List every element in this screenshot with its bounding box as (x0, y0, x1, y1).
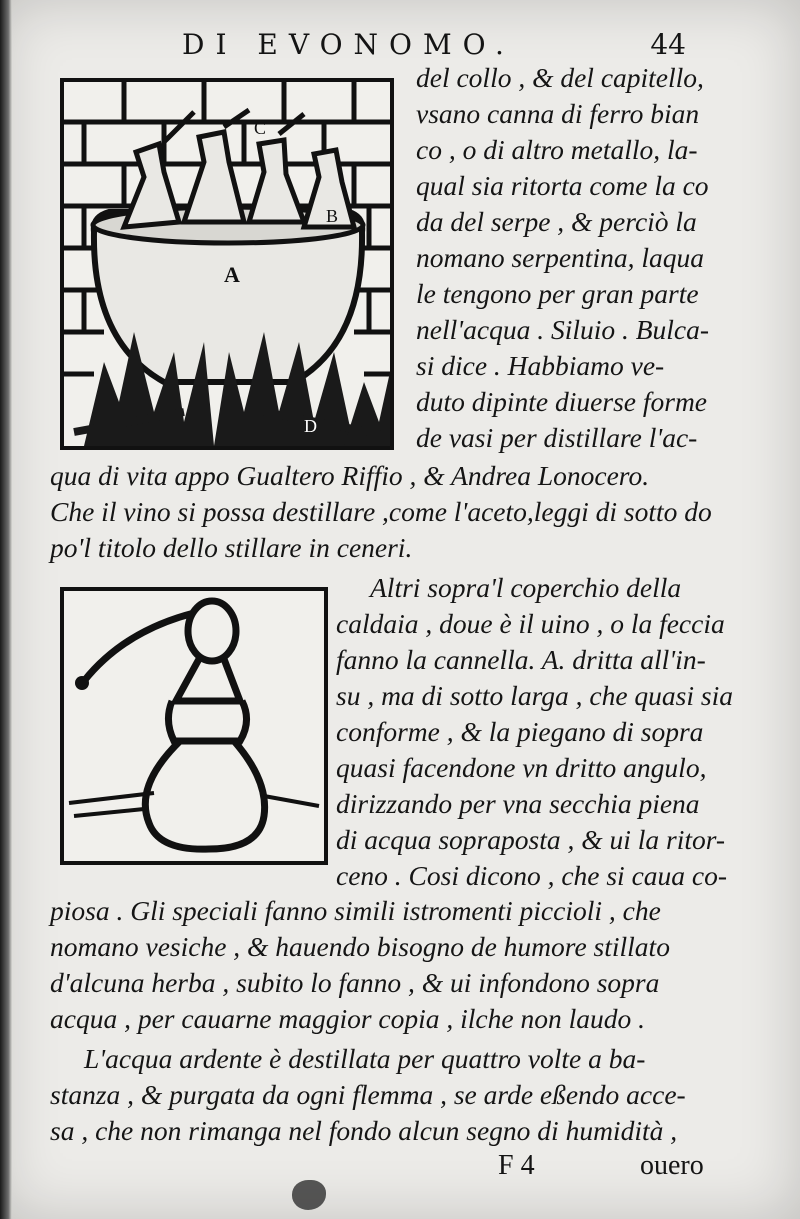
woodcut-alembic-figure (60, 587, 328, 865)
text-line: ceno . Cosi dicono , che si caua co- (336, 860, 728, 891)
woodcut-cauldron-figure (60, 78, 394, 450)
text-line: duto dipinte diuerse forme (416, 386, 708, 417)
book-spine-shadow (0, 0, 12, 1219)
text-line: conforme , & la piegano di sopra (336, 716, 704, 747)
text-line: Altri sopra'l coperchio della (370, 572, 682, 603)
text-line: da del serpe , & perciò la (416, 206, 697, 237)
text-line: del collo , & del capitello, (416, 62, 704, 93)
text-line: Che il vino si possa destillare ,come l'aceto,leggi di sotto do (50, 496, 712, 527)
text-line: d'alcuna herba , subito lo fanno , & ui infondono sopra (50, 967, 660, 998)
catchword: ouero (640, 1150, 704, 1181)
text-line: co , o di altro metallo, la- (416, 134, 698, 165)
text-line: fanno la cannella. A. dritta all'in- (336, 644, 706, 675)
spout-tip (75, 676, 89, 690)
text-line: po'l titolo dello stillare in ceneri. (50, 532, 413, 563)
label-a: A (224, 262, 240, 287)
label-b: B (326, 206, 339, 226)
text-line: caldaia , doue è il uino , o la feccia (336, 608, 725, 639)
text-line: qua di vita appo Gualtero Riffio , & Andrea Lonocero. (50, 460, 650, 491)
text-line: vsano canna di ferro bian (416, 98, 700, 129)
text-line: qual sia ritorta come la co (416, 170, 709, 201)
text-line: L'acqua ardente è destillata per quattro volte a ba- (84, 1043, 646, 1074)
text-line: de vasi per distillare l'ac- (416, 422, 698, 453)
text-line: su , ma di sotto larga , che quasi sia (336, 680, 733, 711)
text-line: dirizzando per vna secchia piena (336, 788, 700, 819)
ground-lines (69, 793, 319, 816)
label-d: D (304, 416, 317, 436)
running-header (182, 28, 780, 61)
ink-blot (292, 1180, 326, 1210)
text-line: acqua , per cauarne maggior copia , ilche non laudo . (50, 1003, 645, 1034)
text-line: si dice . Habbiamo ve- (416, 350, 665, 381)
text-line: le tengono per gran parte (416, 278, 699, 309)
flasks (124, 110, 354, 227)
text-line: piosa . Gli speciali fanno simili istromenti piccioli , che (50, 895, 661, 926)
text-line: nomano serpentina, laqua (416, 242, 704, 273)
text-line: nell'acqua . Siluio . Bulca- (416, 314, 710, 345)
text-line: quasi facendone vn dritto angulo, (336, 752, 707, 783)
text-line: stanza , & purgata da ogni flemma , se arde eßendo acce- (50, 1079, 686, 1110)
alembic-illustration (64, 591, 324, 861)
text-line: di acqua soprapostа , & ui la ritor- (336, 824, 726, 855)
cauldron-illustration (64, 82, 390, 446)
label-c: C (254, 118, 267, 138)
running-title: DI EVONOMO. (182, 28, 515, 61)
page-number: 44 (650, 28, 686, 61)
signature-mark: F 4 (498, 1150, 535, 1181)
text-line: nomano vesiche , & hauendo bisogno de humore stillato (50, 931, 670, 962)
text-line: sa , che non rimanga nel fondo alcun segno di humidità , (50, 1115, 678, 1146)
